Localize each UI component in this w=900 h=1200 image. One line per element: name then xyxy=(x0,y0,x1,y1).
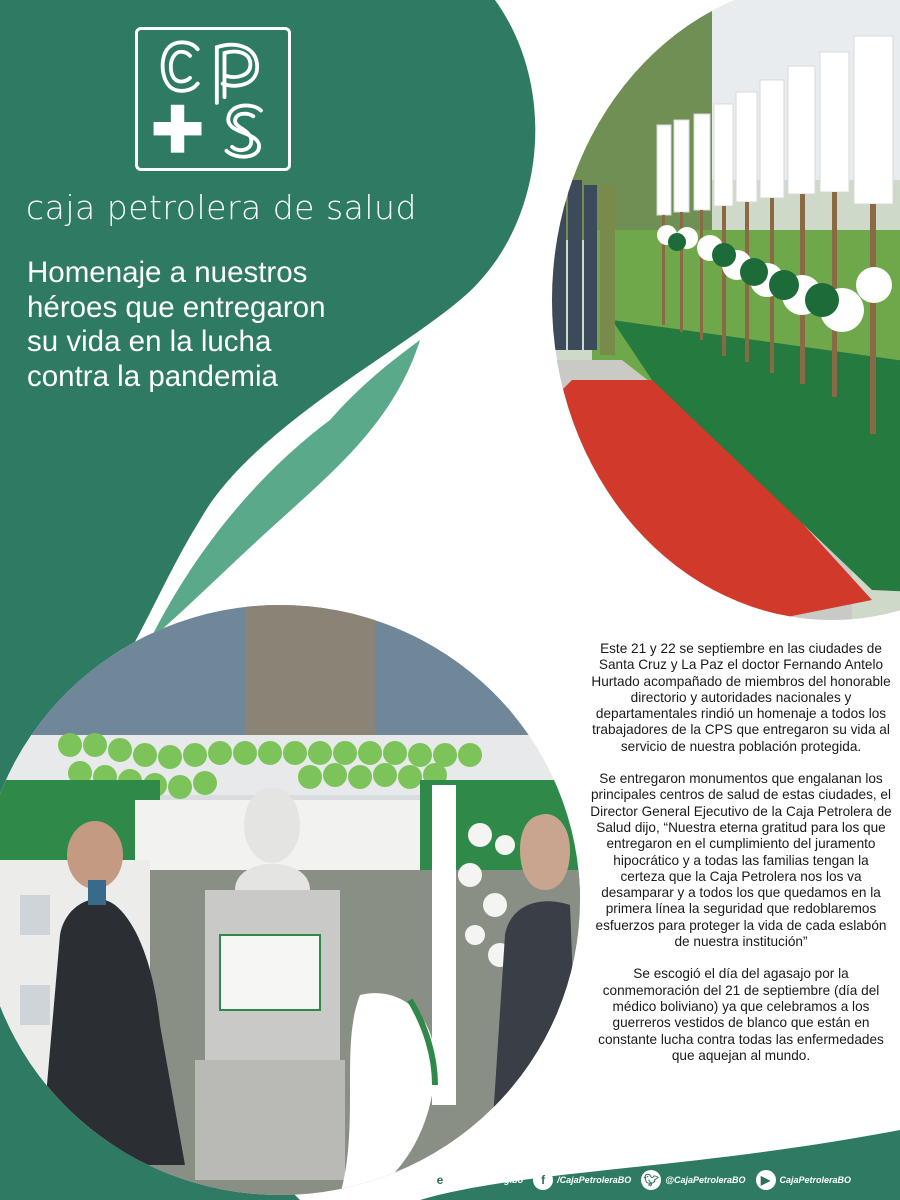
footer-twitter-label: @CajaPetroleraBO xyxy=(665,1175,746,1185)
footer-youtube-label: CajaPetroleraBO xyxy=(779,1175,852,1185)
footer-youtube-link[interactable] xyxy=(756,1170,852,1190)
twitter-icon: 🐦︎ xyxy=(641,1170,661,1190)
footer-facebook-link[interactable] xyxy=(533,1170,631,1190)
headline: Homenaje a nuestros héroes que entregaron su vida en la lucha contra la pandemia xyxy=(27,256,326,393)
article-paragraph-1: Este 21 y 22 se septiembre en las ciudades de Santa Cruz y La Paz el doctor Fernando Antelo Hurtado acompañado de miembros del honorable directorio y autoridades nacionales y departamentales rindió un homenaje a todos los trabajadores de la CPS que entregaron su vida al servicio de nuestra población protegida. xyxy=(591,641,891,754)
footer-twitter-link[interactable] xyxy=(641,1170,745,1190)
footer-social xyxy=(430,1166,900,1194)
article-body xyxy=(590,641,892,1080)
article-paragraph-3: Se escogió el día del agasajo por la conmemoración del 21 de septiembre (día del médico boliviano) ya que celebramos a los guerreros vestidos de blanco que están en constante lucha contra todas las enfermedades que aquejan al mundo. xyxy=(598,966,884,1063)
web-icon: e xyxy=(430,1170,450,1190)
footer-website-link[interactable] xyxy=(430,1170,523,1190)
footer-website-label: www.cps.org.bo xyxy=(454,1175,524,1185)
brand-name: caja petrolera de salud xyxy=(26,188,417,227)
footer-facebook-label: /CajaPetroleraBO xyxy=(557,1175,632,1185)
facebook-icon: f xyxy=(533,1170,553,1190)
youtube-icon: ▶ xyxy=(756,1170,776,1190)
cps-logo-icon xyxy=(138,30,288,168)
photo-monument xyxy=(0,605,580,1195)
logo-box xyxy=(135,27,291,171)
photo-icon xyxy=(0,605,580,1195)
article-paragraph-2: Se entregaron monumentos que engalanan los principales centros de salud de estas ciudades, el Director General Ejecutivo de la Caja Petrolera de Salud dijo, “Nuestra eterna gratitud para los que entregaron en el cumplimiento del juramento hipocrático y a todas las familias tengan la certeza que la Caja Petrolera nos los va desamparar y a todos los que quedamos en la primera línea la seguridad que redoblaremos esfuerzos para proteger la vida de cada eslabón de nuestra institución” xyxy=(590,771,892,950)
